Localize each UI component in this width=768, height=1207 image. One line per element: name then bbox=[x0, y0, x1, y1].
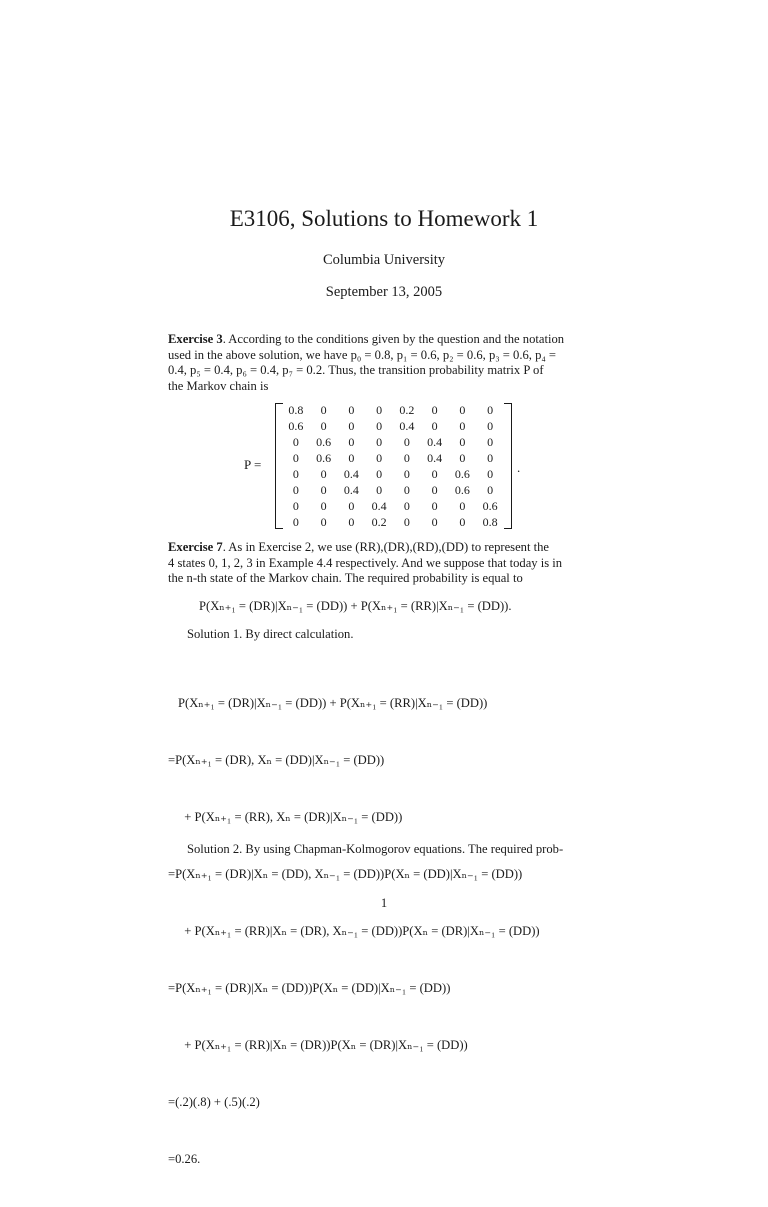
matrix-cell: 0 bbox=[459, 403, 466, 417]
matrix-cell: 0 bbox=[348, 499, 355, 513]
matrix-cell: 0 bbox=[487, 483, 494, 497]
matrix-cell: 0.6 bbox=[316, 435, 332, 449]
exercise-3-heading: Exercise 3 bbox=[168, 332, 223, 346]
exercise-7-line-3: the n-th state of the Markov chain. The required probability is equal to bbox=[168, 571, 523, 585]
matrix-cell: 0 bbox=[403, 483, 410, 497]
matrix-cell: 0 bbox=[292, 515, 299, 529]
date: September 13, 2005 bbox=[325, 284, 443, 300]
matrix-cell: 0 bbox=[487, 467, 494, 481]
matrix-cell: 0 bbox=[431, 515, 438, 529]
transition-matrix bbox=[282, 402, 504, 530]
matrix-cell: 0 bbox=[292, 451, 299, 465]
matrix-label: P = bbox=[244, 457, 262, 472]
matrix-cell: 0 bbox=[320, 467, 327, 481]
matrix-cell: 0 bbox=[431, 403, 438, 417]
institution: Columbia University bbox=[322, 252, 446, 268]
matrix-cell: 0 bbox=[487, 451, 494, 465]
exercise-3-line-2: used in the above solution, we have p₀ = 0.8, p₁ = 0.6, p₂ = 0.6, p₃ = 0.6, p₄ = bbox=[168, 347, 557, 362]
derivation-line: =P(Xₙ₊₁ = (DR)|Xₙ = (DD))P(Xₙ = (DD)|Xₙ₋₁ = (DD)) bbox=[168, 981, 451, 995]
matrix-cell: 0 bbox=[487, 403, 494, 417]
matrix-cell: 0.2 bbox=[399, 403, 415, 417]
matrix-row bbox=[282, 418, 504, 434]
matrix-cell: 0 bbox=[320, 499, 327, 513]
solution-1-heading: Solution 1. By direct calculation. bbox=[187, 627, 354, 641]
matrix-cell: 0.6 bbox=[454, 483, 470, 497]
matrix-cell: 0.8 bbox=[482, 515, 498, 529]
matrix-cell: 0 bbox=[320, 403, 327, 417]
matrix-cell: 0 bbox=[431, 467, 438, 481]
derivation-line: =P(Xₙ₊₁ = (DR), Xₙ = (DD)|Xₙ₋₁ = (DD)) bbox=[168, 753, 385, 767]
exercise-7-paragraph bbox=[168, 540, 600, 587]
matrix-cell: 0 bbox=[376, 451, 383, 465]
matrix-cell: 0 bbox=[376, 419, 383, 433]
page-number: 1 bbox=[380, 896, 388, 910]
matrix-cell: 0 bbox=[459, 499, 466, 513]
matrix-cell: 0.6 bbox=[482, 499, 498, 513]
matrix-cell: 0 bbox=[348, 419, 355, 433]
matrix-cell: 0 bbox=[376, 467, 383, 481]
derivation bbox=[168, 656, 540, 1207]
matrix-cell: 0 bbox=[459, 419, 466, 433]
matrix-cell: 0.4 bbox=[371, 499, 387, 513]
matrix-cell: 0 bbox=[376, 403, 383, 417]
matrix-cell: 0 bbox=[320, 515, 327, 529]
derivation-line: + P(Xₙ₊₁ = (RR), Xₙ = (DR)|Xₙ₋₁ = (DD)) bbox=[178, 810, 403, 824]
derivation-line: P(Xₙ₊₁ = (DR)|Xₙ₋₁ = (DD)) + P(Xₙ₊₁ = (RR)|Xₙ₋₁ = (DD)) bbox=[178, 696, 488, 710]
matrix-period: . bbox=[517, 460, 521, 475]
matrix-cell: 0 bbox=[459, 435, 466, 449]
matrix-cell: 0 bbox=[292, 467, 299, 481]
matrix-cell: 0 bbox=[320, 419, 327, 433]
matrix-cell: 0 bbox=[459, 515, 466, 529]
matrix-cell: 0.4 bbox=[399, 419, 415, 433]
matrix-row bbox=[282, 434, 504, 450]
matrix-cell: 0.8 bbox=[288, 403, 304, 417]
matrix-cell: 0 bbox=[376, 435, 383, 449]
exercise-7-heading: Exercise 7 bbox=[168, 540, 223, 554]
matrix-row bbox=[282, 402, 504, 418]
matrix-cell: 0.4 bbox=[343, 467, 359, 481]
matrix-cell: 0 bbox=[431, 499, 438, 513]
exercise-3-line-1: Exercise 3. According to the conditions given by the question and the notation bbox=[168, 332, 565, 346]
matrix-cell: 0 bbox=[487, 419, 494, 433]
matrix-cell: 0 bbox=[459, 451, 466, 465]
matrix-row bbox=[282, 450, 504, 466]
matrix-cell: 0 bbox=[348, 451, 355, 465]
matrix-cell: 0.6 bbox=[316, 451, 332, 465]
matrix-row bbox=[282, 482, 504, 498]
matrix-cell: 0.6 bbox=[288, 419, 304, 433]
exercise-7-line-1: Exercise 7. As in Exercise 2, we use (RR),(DR),(RD),(DD) to represent the bbox=[168, 540, 550, 554]
matrix-cell: 0 bbox=[403, 467, 410, 481]
matrix-cell: 0 bbox=[403, 499, 410, 513]
matrix-cell: 0 bbox=[376, 483, 383, 497]
document-title: E3106, Solutions to Homework 1 bbox=[229, 206, 539, 231]
exercise-3-line-3: 0.4, p₅ = 0.4, p₆ = 0.4, p₇ = 0.2. Thus, the transition probability matrix P of bbox=[168, 363, 544, 377]
derivation-line: =(.2)(.8) + (.5)(.2) bbox=[168, 1095, 260, 1109]
matrix-cell: 0 bbox=[348, 435, 355, 449]
matrix-cell: 0 bbox=[320, 483, 327, 497]
matrix-cell: 0.4 bbox=[343, 483, 359, 497]
solution-2-heading: Solution 2. By using Chapman-Kolmogorov equations. The required prob- bbox=[187, 842, 564, 856]
matrix-cell: 0 bbox=[403, 451, 410, 465]
matrix-cell: 0 bbox=[431, 419, 438, 433]
matrix-cell: 0 bbox=[292, 499, 299, 513]
exercise-7-line-2: 4 states 0, 1, 2, 3 in Example 4.4 respectively. And we suppose that today is in bbox=[168, 555, 563, 570]
matrix-row bbox=[282, 498, 504, 514]
matrix-cell: 0 bbox=[348, 403, 355, 417]
matrix-cell: 0 bbox=[403, 435, 410, 449]
matrix-cell: 0 bbox=[403, 515, 410, 529]
matrix-cell: 0 bbox=[348, 515, 355, 529]
derivation-line: =P(Xₙ₊₁ = (DR)|Xₙ = (DD), Xₙ₋₁ = (DD))P(Xₙ = (DD)|Xₙ₋₁ = (DD)) bbox=[168, 867, 523, 881]
matrix-row bbox=[282, 466, 504, 482]
matrix-cell: 0.2 bbox=[371, 515, 387, 529]
derivation-line: + P(Xₙ₊₁ = (RR)|Xₙ = (DR))P(Xₙ = (DR)|Xₙ₋₁ = (DD)) bbox=[178, 1038, 468, 1052]
matrix-cell: 0.4 bbox=[427, 435, 443, 449]
derivation-line: + P(Xₙ₊₁ = (RR)|Xₙ = (DR), Xₙ₋₁ = (DD))P(Xₙ = (DR)|Xₙ₋₁ = (DD)) bbox=[178, 924, 540, 938]
matrix-cell: 0 bbox=[487, 435, 494, 449]
exercise-3-line-4: the Markov chain is bbox=[168, 378, 269, 393]
exercise-3-paragraph bbox=[168, 332, 600, 394]
matrix-right-bracket bbox=[504, 403, 512, 529]
matrix-cell: 0.4 bbox=[427, 451, 443, 465]
display-equation: P(Xₙ₊₁ = (DR)|Xₙ₋₁ = (DD)) + P(Xₙ₊₁ = (RR)|Xₙ₋₁ = (DD)). bbox=[199, 599, 512, 613]
matrix-cell: 0.6 bbox=[454, 467, 470, 481]
matrix-cell: 0 bbox=[292, 483, 299, 497]
matrix-row bbox=[282, 514, 504, 530]
derivation-line: =0.26. bbox=[168, 1152, 201, 1166]
matrix-cell: 0 bbox=[431, 483, 438, 497]
matrix-cell: 0 bbox=[292, 435, 299, 449]
